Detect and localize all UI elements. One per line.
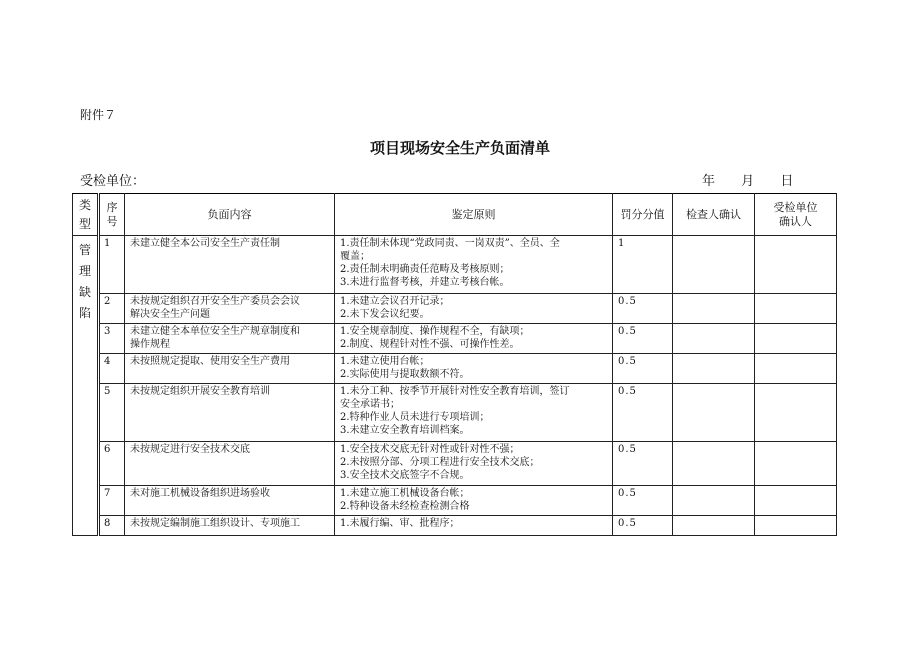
row-number: 7 xyxy=(99,486,125,516)
row-content: 未按规定编制施工组织设计、专项施工 xyxy=(125,516,335,536)
row-content: 未建立健全本公司安全生产责任制 xyxy=(125,236,335,294)
row-content: 未按照规定提取、使用安全生产费用 xyxy=(125,354,335,384)
row-inspector-confirm[interactable] xyxy=(673,384,755,442)
date-month-label: 月 xyxy=(741,174,755,189)
row-score: 0.5 xyxy=(613,294,673,324)
table-header-row xyxy=(73,194,837,236)
row-content: 未按规定进行安全技术交底 xyxy=(125,442,335,486)
row-inspector-confirm[interactable] xyxy=(673,486,755,516)
row-unit-confirm[interactable] xyxy=(755,486,837,516)
annex-label: 附件７ xyxy=(80,108,117,122)
row-content: 未对施工机械设备组织进场验收 xyxy=(125,486,335,516)
row-inspector-confirm[interactable] xyxy=(673,516,755,536)
row-principle: 1.未建立会议召开记录； 2.未下发会议纪要。 xyxy=(335,294,613,324)
row-number: 3 xyxy=(99,324,125,354)
table-row xyxy=(73,486,837,516)
table-row xyxy=(73,442,837,486)
page-title: 项目现场安全生产负面清单 xyxy=(369,139,550,157)
table-row xyxy=(73,324,837,354)
header-type: 类 型 xyxy=(73,194,99,236)
row-inspector-confirm[interactable] xyxy=(673,442,755,486)
row-principle: 1.安全技术交底无针对性或针对性不强； 2.未按照分部、分项工程进行安全技术交底； 3.安全技术交底签字不合规。 xyxy=(335,442,613,486)
date-line xyxy=(702,170,793,189)
row-principle: 1.未分工种、按季节开展针对性安全教育培训，签订 安全承诺书； 2.特种作业人员未进行专项培训； 3.未建立安全教育培训档案。 xyxy=(335,384,613,442)
row-principle: 1.未建立使用台帐； 2.实际使用与提取数额不符。 xyxy=(335,354,613,384)
header-score: 罚分分值 xyxy=(613,194,673,236)
row-number: 4 xyxy=(99,354,125,384)
row-inspector-confirm[interactable] xyxy=(673,236,755,294)
row-principle: 1.未履行编、审、批程序； xyxy=(335,516,613,536)
row-score: 0.5 xyxy=(613,354,673,384)
row-number: 1 xyxy=(99,236,125,294)
row-principle: 1.未建立施工机械设备台帐； 2.特种设备未经检查检测合格 xyxy=(335,486,613,516)
row-unit-confirm[interactable] xyxy=(755,354,837,384)
row-unit-confirm[interactable] xyxy=(755,236,837,294)
row-inspector-confirm[interactable] xyxy=(673,354,755,384)
row-unit-confirm[interactable] xyxy=(755,294,837,324)
table-row xyxy=(73,236,837,294)
row-content: 未按规定组织召开安全生产委员会会议 解决安全生产问题 xyxy=(125,294,335,324)
header-principle: 鉴定原则 xyxy=(335,194,613,236)
row-inspector-confirm[interactable] xyxy=(673,294,755,324)
header-no: 序 号 xyxy=(99,194,125,236)
negative-list-table xyxy=(72,193,837,536)
date-year-label: 年 xyxy=(702,174,716,189)
row-number: 2 xyxy=(99,294,125,324)
table-row xyxy=(73,384,837,442)
table-row xyxy=(73,294,837,324)
header-unit-confirm: 受检单位 确认人 xyxy=(755,194,837,236)
row-score: 0.5 xyxy=(613,486,673,516)
row-score: 1 xyxy=(613,236,673,294)
row-score: 0.5 xyxy=(613,516,673,536)
header-inspector: 检查人确认 xyxy=(673,194,755,236)
table-row xyxy=(73,354,837,384)
type-group-cell: 管 理 缺 陷 xyxy=(73,236,99,536)
header-content: 负面内容 xyxy=(125,194,335,236)
row-unit-confirm[interactable] xyxy=(755,442,837,486)
row-score: 0.5 xyxy=(613,442,673,486)
inspected-unit-label: 受检单位： xyxy=(80,174,146,189)
row-unit-confirm[interactable] xyxy=(755,384,837,442)
row-number: 5 xyxy=(99,384,125,442)
table-row xyxy=(73,516,837,536)
row-inspector-confirm[interactable] xyxy=(673,324,755,354)
row-content: 未建立健全本单位安全生产规章制度和 操作规程 xyxy=(125,324,335,354)
row-principle: 1.安全规章制度、操作规程不全，有缺项； 2.制度、规程针对性不强、可操作性差。 xyxy=(335,324,613,354)
row-unit-confirm[interactable] xyxy=(755,516,837,536)
row-unit-confirm[interactable] xyxy=(755,324,837,354)
row-score: 0.5 xyxy=(613,384,673,442)
row-principle: 1.责任制未体现“党政同责、一岗双责”、全员、全 覆盖； 2.责任制未明确责任范畴及考核原则； 3.未进行监督考核，并建立考核台帐。 xyxy=(335,236,613,294)
date-day-label: 日 xyxy=(780,174,794,189)
row-content: 未按规定组织开展安全教育培训 xyxy=(125,384,335,442)
row-number: 6 xyxy=(99,442,125,486)
row-number: 8 xyxy=(99,516,125,536)
row-score: 0.5 xyxy=(613,324,673,354)
